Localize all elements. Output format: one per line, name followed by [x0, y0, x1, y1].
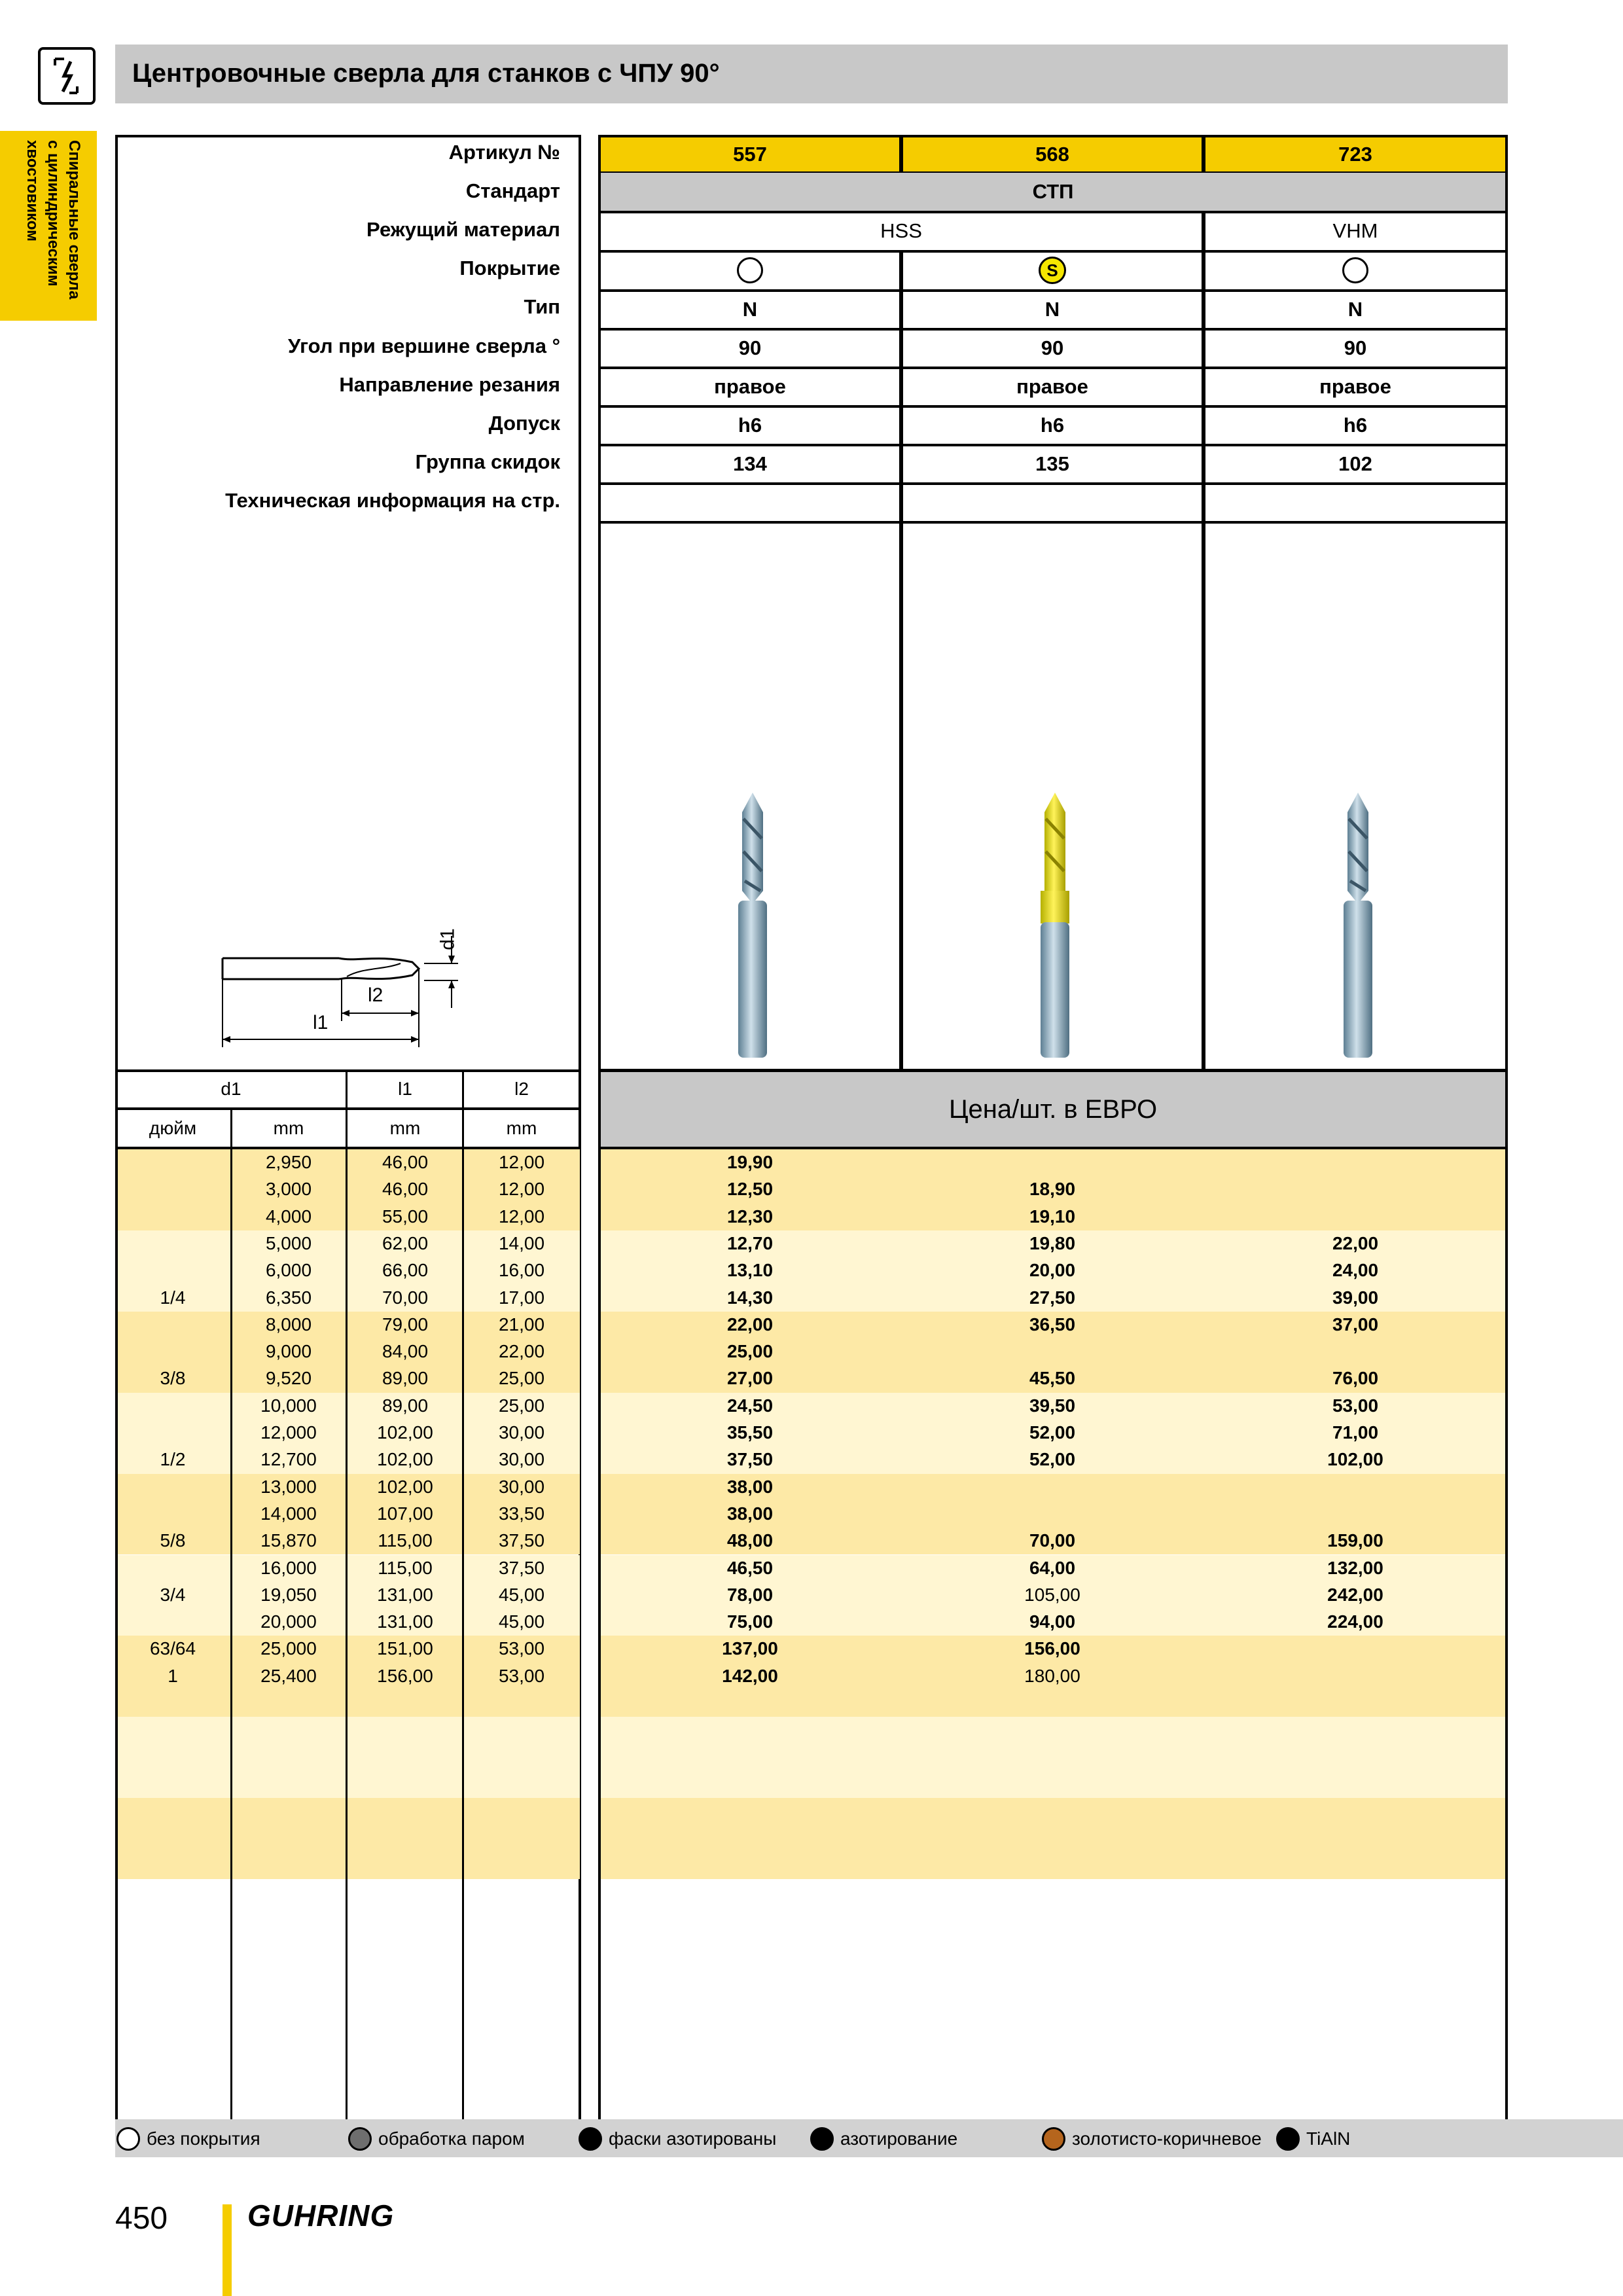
- dimension-diagram: [216, 916, 478, 1054]
- tech-page-723: [1203, 484, 1508, 524]
- label-angle: Угол при вершине сверла °: [288, 334, 560, 357]
- table-cell-inch: 3/8: [160, 1368, 186, 1389]
- table-cell-p568: 27,50: [1029, 1287, 1076, 1308]
- table-cell-l2: 30,00: [498, 1422, 545, 1443]
- row-band: [601, 1717, 1507, 1798]
- dim-header-mm-d1: mm: [273, 1118, 304, 1138]
- label-standard: Стандарт: [465, 179, 560, 202]
- dim-header-l1: l1: [398, 1079, 412, 1099]
- label-article: Артикул №: [448, 141, 560, 164]
- table-cell-p568: 45,50: [1029, 1368, 1076, 1389]
- table-cell-d1: 5,000: [265, 1232, 312, 1253]
- row-band: [601, 1798, 1507, 1879]
- label-discount: Группа скидок: [415, 450, 560, 473]
- label-material: Режущий материал: [366, 218, 560, 241]
- legend-label: золотисто-коричневое: [1072, 2128, 1262, 2149]
- legend-item: [810, 2125, 957, 2153]
- page-title: Центровочные сверла для станков с ЧПУ 90°: [132, 59, 720, 88]
- type-568: N: [901, 291, 1204, 331]
- table-cell-p723: 37,00: [1332, 1314, 1379, 1335]
- table-cell-d1: 6,000: [265, 1260, 312, 1281]
- no-coating-icon: [1342, 257, 1368, 283]
- product-image-568: [901, 522, 1204, 1071]
- table-cell-l2: 17,00: [498, 1287, 545, 1308]
- diagram-label-d1: d1: [437, 928, 459, 950]
- dim-header-d1: d1: [221, 1079, 241, 1099]
- material-vhm: VHM: [1203, 212, 1508, 253]
- section-tab-line-1: Спиральные сверла: [65, 140, 83, 300]
- product-image-557: [598, 522, 902, 1071]
- table-cell-p557: 22,00: [726, 1314, 774, 1335]
- legend-label: без покрытия: [147, 2128, 260, 2149]
- table-cell-p568: 39,50: [1029, 1395, 1076, 1416]
- steam-coating-icon: S: [1039, 257, 1066, 284]
- no-coating-icon: [116, 2127, 140, 2151]
- table-cell-p723: 22,00: [1332, 1232, 1379, 1253]
- direction-723: правое: [1203, 368, 1508, 408]
- angle-723: 90: [1203, 329, 1508, 369]
- nitriding-icon: [810, 2127, 834, 2151]
- table-cell-l2: 30,00: [498, 1476, 545, 1497]
- table-cell-l1: 46,00: [382, 1179, 429, 1200]
- article-568: 568: [901, 135, 1204, 174]
- price-panel-right-border: [1505, 1069, 1508, 2125]
- dim-header-inch: дюйм: [149, 1118, 197, 1138]
- table-cell-l1: 102,00: [377, 1449, 433, 1470]
- table-cell-l2: 25,00: [498, 1395, 545, 1416]
- table-cell-p557: 75,00: [726, 1611, 774, 1632]
- table-cell-d1: 16,000: [260, 1557, 317, 1578]
- table-cell-p568: 70,00: [1029, 1530, 1076, 1551]
- table-cell-p723: 102,00: [1327, 1449, 1383, 1470]
- table-cell-l1: 55,00: [382, 1206, 429, 1227]
- table-cell-l1: 156,00: [377, 1665, 433, 1686]
- table-cell-p557: 38,00: [726, 1476, 774, 1497]
- table-cell-p568: 52,00: [1029, 1449, 1076, 1470]
- table-cell-p568: 18,90: [1029, 1179, 1076, 1200]
- table-cell-p557: 24,50: [726, 1395, 774, 1416]
- table-cell-p723: 159,00: [1327, 1530, 1383, 1551]
- table-cell-p568: 36,50: [1029, 1314, 1076, 1335]
- table-cell-p568: 64,00: [1029, 1557, 1076, 1578]
- table-cell-p568: 156,00: [1024, 1638, 1080, 1659]
- table-cell-p557: 12,50: [726, 1179, 774, 1200]
- table-cell-p557: 137,00: [722, 1638, 778, 1659]
- legend-item: [116, 2125, 260, 2153]
- nitrided-chamfers-icon: [579, 2127, 602, 2151]
- table-cell-l2: 37,50: [498, 1530, 545, 1551]
- table-cell-p723: 53,00: [1332, 1395, 1379, 1416]
- angle-557: 90: [598, 329, 902, 369]
- table-cell-l1: 66,00: [382, 1260, 429, 1281]
- table-cell-inch: 3/4: [160, 1584, 186, 1605]
- table-cell-l2: 12,00: [498, 1179, 545, 1200]
- table-cell-l2: 12,00: [498, 1152, 545, 1172]
- table-cell-p557: 35,50: [726, 1422, 774, 1443]
- table-cell-p557: 27,00: [726, 1368, 774, 1389]
- tolerance-723: h6: [1203, 406, 1508, 446]
- table-cell-l1: 102,00: [377, 1422, 433, 1443]
- coating-557: [598, 251, 902, 292]
- table-cell-p557: 38,00: [726, 1503, 774, 1524]
- material-hss: HSS: [598, 212, 1204, 253]
- table-cell-l2: 33,50: [498, 1503, 545, 1524]
- table-cell-l1: 131,00: [377, 1611, 433, 1632]
- table-cell-l1: 84,00: [382, 1341, 429, 1362]
- label-type: Тип: [524, 295, 560, 318]
- row-band: [118, 1717, 580, 1798]
- table-cell-inch: 5/8: [160, 1530, 186, 1551]
- no-coating-icon: [737, 257, 763, 283]
- table-cell-l1: 79,00: [382, 1314, 429, 1335]
- label-coating: Покрытие: [459, 257, 560, 279]
- table-cell-d1: 6,350: [265, 1287, 312, 1308]
- table-cell-p557: 13,10: [726, 1260, 774, 1281]
- table-cell-l2: 30,00: [498, 1449, 545, 1470]
- table-cell-p568: 52,00: [1029, 1422, 1076, 1443]
- price-panel-left-border: [598, 1069, 601, 2125]
- table-cell-p568: 19,80: [1029, 1232, 1076, 1253]
- table-cell-p557: 12,70: [726, 1232, 774, 1253]
- footer-accent-bar: [223, 2204, 232, 2296]
- table-cell-d1: 12,700: [260, 1449, 317, 1470]
- section-tab-line-3: хвостовиком: [24, 140, 41, 242]
- table-cell-l2: 53,00: [498, 1638, 545, 1659]
- gold-brown-icon: [1042, 2127, 1065, 2151]
- table-cell-p557: 37,50: [726, 1449, 774, 1470]
- table-cell-p557: 14,30: [726, 1287, 774, 1308]
- table-cell-l2: 45,00: [498, 1584, 545, 1605]
- legend-label: обработка паром: [378, 2128, 525, 2149]
- table-cell-l2: 53,00: [498, 1665, 545, 1686]
- table-cell-d1: 10,000: [260, 1395, 317, 1416]
- dim-header-mm-l1: mm: [389, 1118, 421, 1138]
- table-cell-p557: 142,00: [722, 1665, 778, 1686]
- tialn-icon: [1276, 2127, 1300, 2151]
- discount-568: 135: [901, 445, 1204, 485]
- label-tech-info: Техническая информация на стр.: [225, 489, 560, 512]
- legend-item: [1042, 2125, 1262, 2153]
- table-cell-p723: 71,00: [1332, 1422, 1379, 1443]
- table-cell-p568: 94,00: [1029, 1611, 1076, 1632]
- table-cell-p723: 242,00: [1327, 1584, 1383, 1605]
- table-cell-d1: 12,000: [260, 1422, 317, 1443]
- tech-page-557: [598, 484, 902, 524]
- col-sep-l1: [462, 1069, 464, 2123]
- table-cell-l1: 115,00: [378, 1530, 433, 1551]
- drill-image-723: [1332, 793, 1384, 1067]
- table-cell-p568: 105,00: [1024, 1584, 1080, 1605]
- diagram-label-l2: l2: [368, 984, 383, 1006]
- section-tab-line-2: с цилиндрическим: [45, 140, 62, 287]
- table-cell-inch: 1/4: [160, 1287, 186, 1308]
- standard-value: СТП: [598, 173, 1508, 213]
- category-icon: [38, 47, 96, 105]
- table-cell-l1: 107,00: [377, 1503, 433, 1524]
- steam-treatment-icon: [348, 2127, 372, 2151]
- table-cell-p557: 12,30: [726, 1206, 774, 1227]
- dim-header-top: [115, 1069, 581, 1072]
- table-cell-p557: 25,00: [726, 1341, 774, 1362]
- table-cell-l1: 89,00: [382, 1395, 429, 1416]
- legend-item: [579, 2125, 776, 2153]
- table-cell-p723: 24,00: [1332, 1260, 1379, 1281]
- table-cell-l1: 62,00: [382, 1232, 429, 1253]
- table-cell-l1: 102,00: [377, 1476, 433, 1497]
- drill-image-568: [1029, 793, 1081, 1067]
- label-direction: Направление резания: [339, 373, 560, 396]
- table-cell-p568: 19,10: [1029, 1206, 1076, 1227]
- table-cell-d1: 9,000: [265, 1341, 312, 1362]
- legend-label: фаски азотированы: [609, 2128, 777, 2149]
- page-number: 450: [115, 2201, 168, 2236]
- table-cell-p557: 48,00: [726, 1530, 774, 1551]
- table-cell-l2: 12,00: [498, 1206, 545, 1227]
- table-cell-d1: 25,000: [260, 1638, 317, 1659]
- drill-image-557: [726, 793, 779, 1067]
- table-cell-l2: 16,00: [498, 1260, 545, 1281]
- legend-label: азотирование: [840, 2128, 958, 2149]
- section-tab[interactable]: [0, 131, 97, 321]
- table-cell-p723: 132,00: [1327, 1557, 1383, 1578]
- brand-logo: GUHRING: [247, 2198, 395, 2233]
- article-557: 557: [598, 135, 902, 174]
- angle-568: 90: [901, 329, 1204, 369]
- table-cell-inch: 1: [168, 1665, 178, 1686]
- col-sep-inch: [230, 1107, 232, 2123]
- tech-page-568: [901, 484, 1204, 524]
- table-cell-d1: 25,400: [260, 1665, 317, 1686]
- table-cell-p568: 20,00: [1029, 1260, 1076, 1281]
- table-cell-p568: 180,00: [1024, 1665, 1080, 1686]
- table-cell-d1: 4,000: [265, 1206, 312, 1227]
- direction-557: правое: [598, 368, 902, 408]
- legend-item: [348, 2125, 525, 2153]
- type-723: N: [1203, 291, 1508, 331]
- table-cell-l1: 131,00: [377, 1584, 433, 1605]
- table-cell-d1: 19,050: [260, 1584, 317, 1605]
- table-cell-d1: 3,000: [265, 1179, 312, 1200]
- table-cell-l2: 21,00: [498, 1314, 545, 1335]
- table-cell-l2: 22,00: [498, 1341, 545, 1362]
- dim-header-mm-l2: mm: [506, 1118, 537, 1138]
- table-cell-d1: 8,000: [265, 1314, 312, 1335]
- table-cell-l2: 25,00: [498, 1368, 545, 1389]
- table-cell-p723: 224,00: [1327, 1611, 1383, 1632]
- table-cell-l1: 46,00: [382, 1152, 429, 1172]
- article-723: 723: [1203, 135, 1508, 174]
- direction-568: правое: [901, 368, 1204, 408]
- table-cell-d1: 9,520: [265, 1368, 312, 1389]
- diagram-label-l1: l1: [313, 1012, 329, 1033]
- tolerance-568: h6: [901, 406, 1204, 446]
- table-cell-l2: 37,50: [498, 1557, 545, 1578]
- discount-723: 102: [1203, 445, 1508, 485]
- table-cell-p557: 78,00: [726, 1584, 774, 1605]
- drill-category-icon: [41, 50, 93, 102]
- table-cell-inch: 63/64: [149, 1638, 196, 1659]
- coating-723: [1203, 251, 1508, 292]
- table-cell-d1: 20,000: [260, 1611, 317, 1632]
- table-cell-inch: 1/2: [160, 1449, 186, 1470]
- table-cell-l2: 14,00: [498, 1232, 545, 1253]
- table-cell-p557: 19,90: [726, 1152, 774, 1172]
- table-cell-l2: 45,00: [498, 1611, 545, 1632]
- table-cell-d1: 14,000: [260, 1503, 317, 1524]
- left-panel-top-border: [115, 135, 581, 137]
- table-cell-p557: 46,50: [726, 1557, 774, 1578]
- legend-label: TiAlN: [1306, 2128, 1351, 2149]
- label-tolerance: Допуск: [488, 412, 560, 435]
- dim-header-mid: [115, 1107, 581, 1110]
- price-header: Цена/шт. в ЕВРО: [598, 1069, 1508, 1149]
- table-cell-p723: 39,00: [1332, 1287, 1379, 1308]
- table-cell-l1: 151,00: [377, 1638, 433, 1659]
- table-cell-d1: 15,870: [260, 1530, 317, 1551]
- table-cell-l1: 70,00: [382, 1287, 429, 1308]
- table-cell-l1: 89,00: [382, 1368, 429, 1389]
- type-557: N: [598, 291, 902, 331]
- tolerance-557: h6: [598, 406, 902, 446]
- product-image-723: [1203, 522, 1508, 1071]
- discount-557: 134: [598, 445, 902, 485]
- col-sep-d1: [346, 1069, 348, 2123]
- table-cell-p723: 76,00: [1332, 1368, 1379, 1389]
- legend-item: [1276, 2125, 1350, 2153]
- table-cell-l1: 115,00: [378, 1557, 433, 1578]
- table-cell-d1: 2,950: [265, 1152, 312, 1172]
- row-band: [118, 1798, 580, 1879]
- coating-568: [901, 251, 1204, 292]
- table-cell-d1: 13,000: [260, 1476, 317, 1497]
- dim-header-l2: l2: [514, 1079, 529, 1099]
